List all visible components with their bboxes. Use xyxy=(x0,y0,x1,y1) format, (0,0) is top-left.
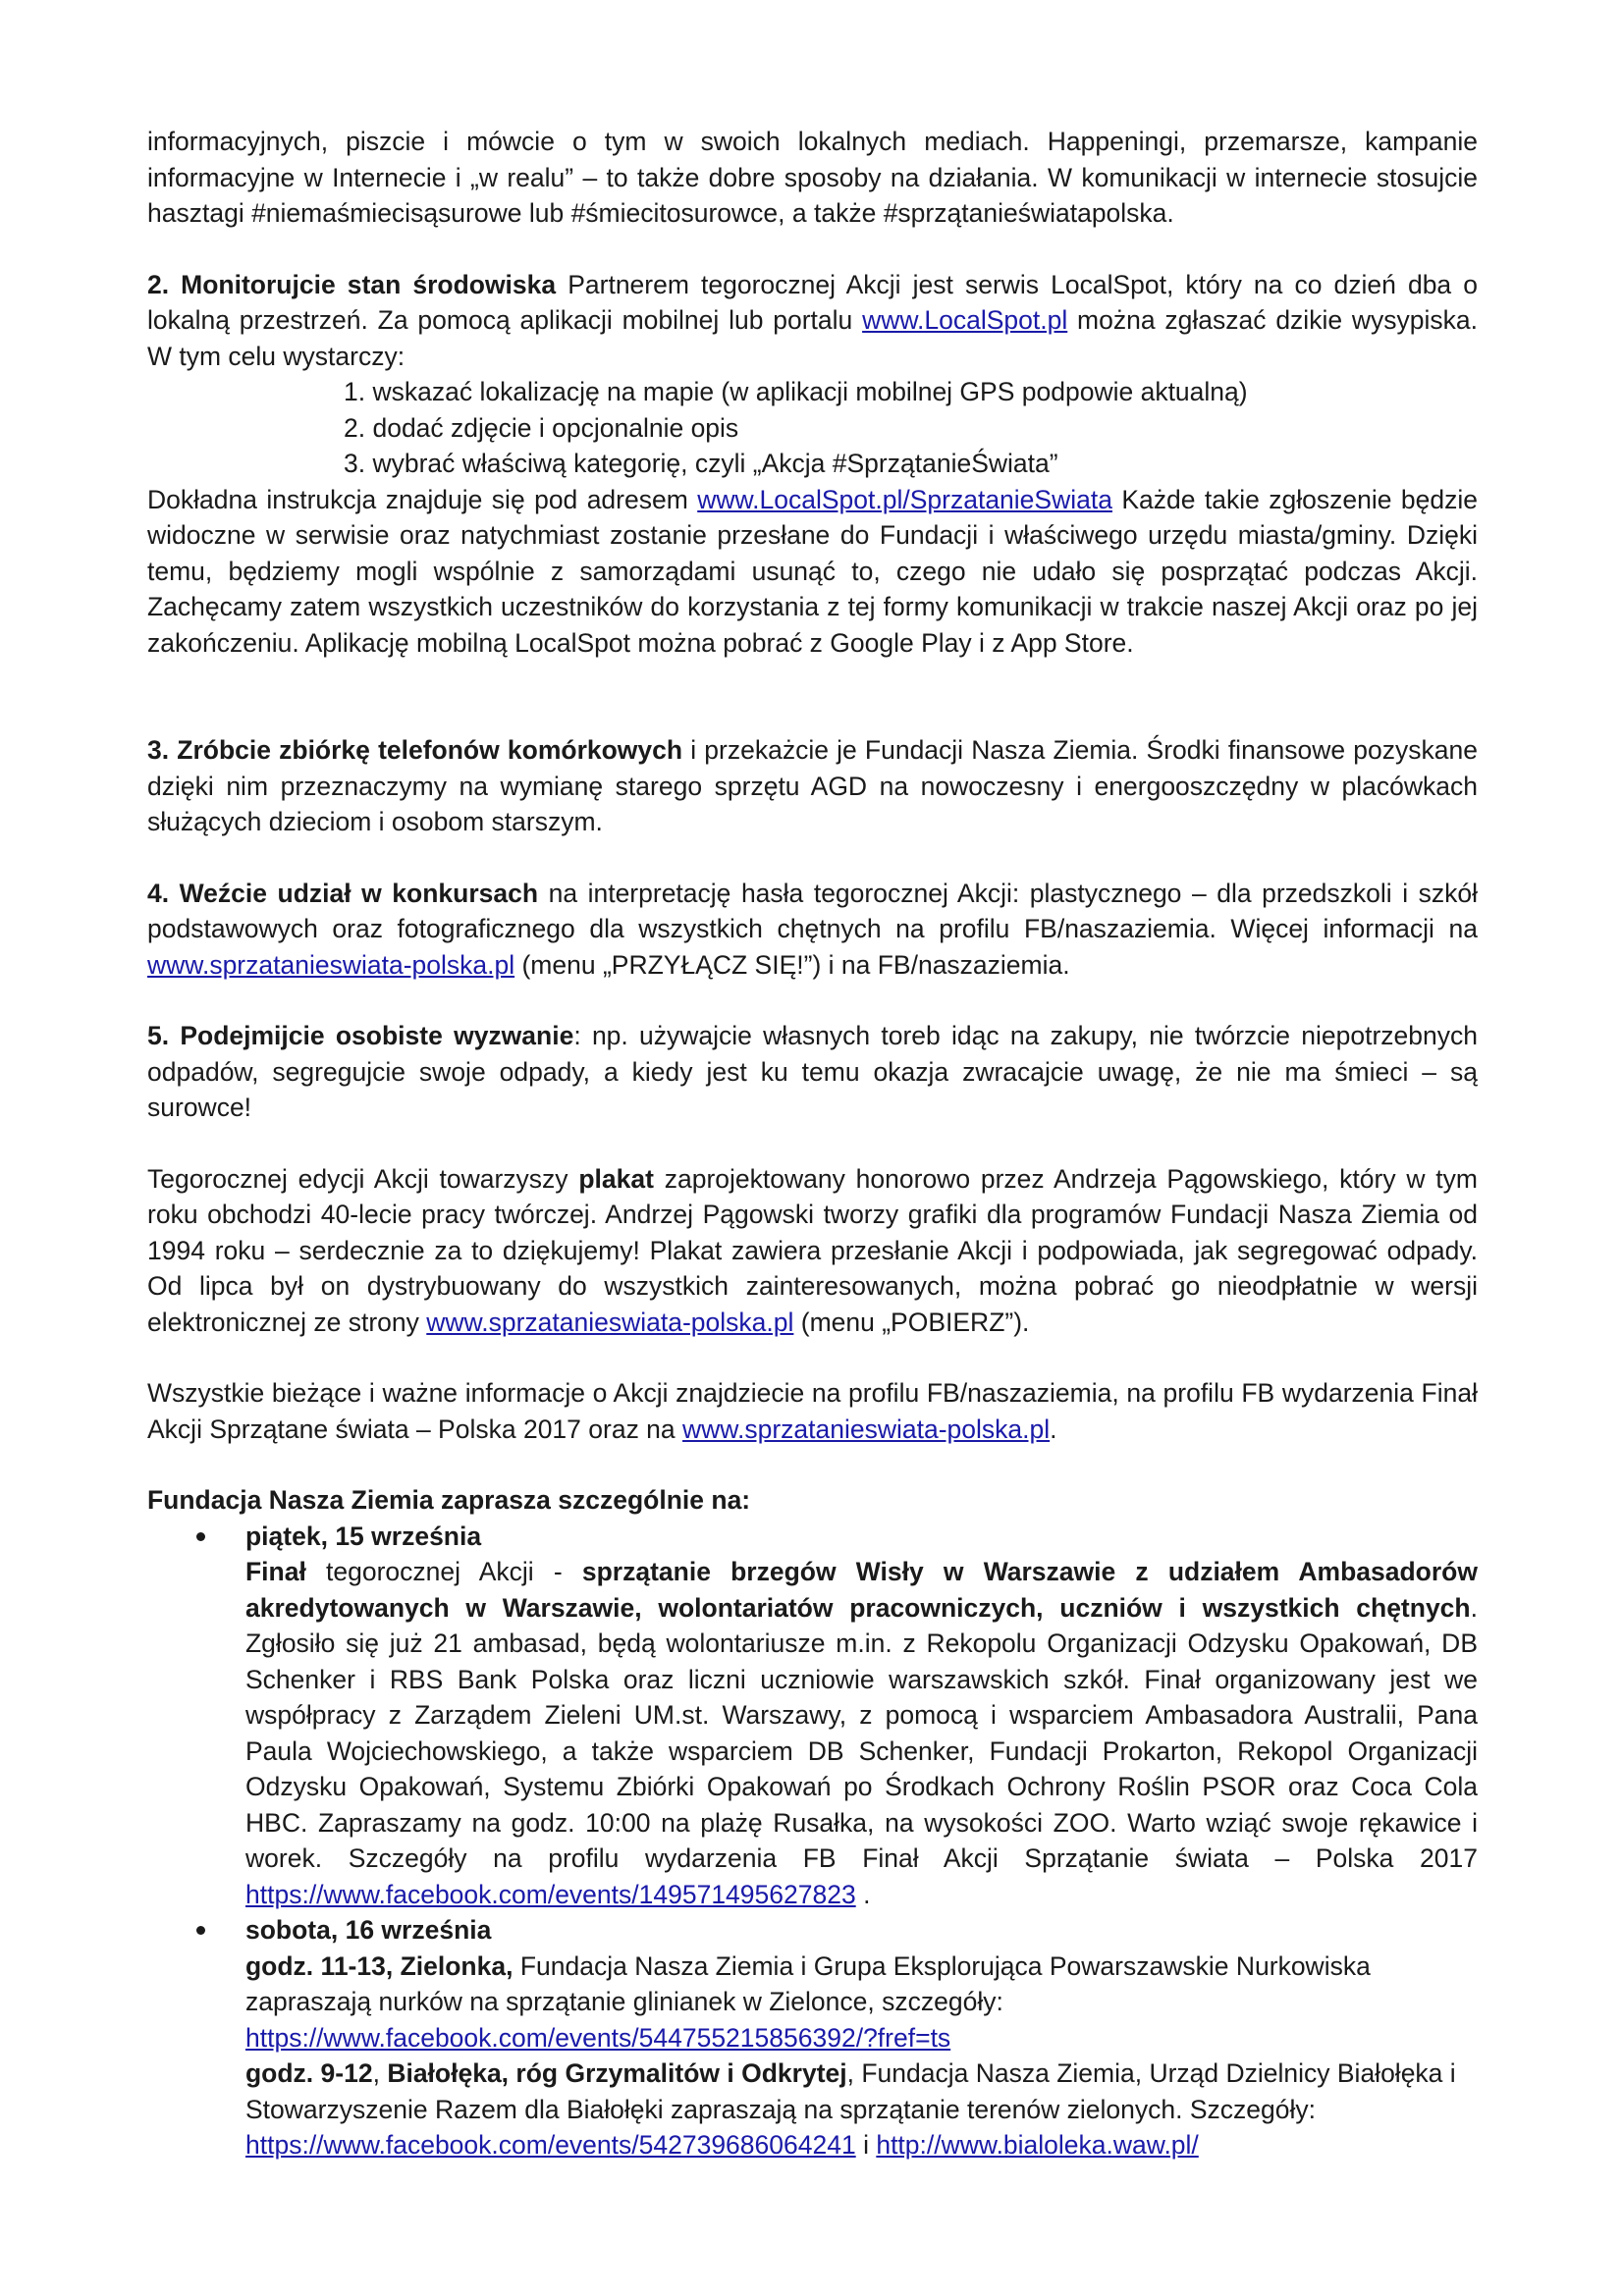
section-3-title: 3. Zróbcie zbiórkę telefonów komórkowych xyxy=(147,735,683,765)
instructions-text: Dokładna instrukcja znajduje się pod adresem xyxy=(147,484,698,514)
step-item: 3. wybrać właściwą kategorię, czyli „Akcja #SprzątanieŚwiata” xyxy=(344,449,1058,478)
event-zielonka xyxy=(245,1949,1478,2020)
section-3-text: i przekażcie je Fundacji Nasza Ziemia. Środki finansowe pozyskane dzięki nim przeznaczymy na wymianę starego sprzętu AGD na nowoczesny i energooszczędny w placówkach służących dzieciom i osobom starszym. xyxy=(147,735,1478,836)
event-text-2: . Zgłosiło się już 21 ambasad, będą wolontariusze m.in. z Rekopolu Organizacji Odzysku Opakowań, DB Schenker i RBS Bank Polska oraz liczni uczniowie warszawskich szkół. Finał organizowany jest we współpracy z Zarządem Zieleni UM.st. Warszawy, z pomocą i wsparciem Ambasadora Australii, Pana Paula Wojciechowskiego, a także wsparciem DB Schenker, Fundacji Prokarton, Rekopol Organizacji Odzysku Opakowań, Systemu Zbiórki Opakowań po Środkach Ochrony Roślin PSOR oraz Coca Cola HBC. Zapraszamy na godz. 10:00 na plażę Rusałka, na wysokości ZOO. Warto wziąć swoje rękawice i worek. Szczegóły na profilu wydarzenia FB Finał Akcji Sprzątanie świata – Polska 2017 xyxy=(245,1592,1478,1873)
section-2-instructions xyxy=(147,482,1478,662)
bullet-icon xyxy=(196,1926,205,1935)
event-date: piątek, 15 września xyxy=(245,1521,482,1551)
event-bold: Finał xyxy=(245,1557,306,1586)
event-text: Fundacja Nasza Ziemia i Grupa Eksplorująca Powarszawskie Nurkowiska zapraszają nurków na sprzątanie glinianek w Zielonce, szczegóły: xyxy=(245,1950,1371,2016)
section-4-text-2: (menu „PRZYŁĄCZ SIĘ!”) i na FB/naszaziemia. xyxy=(514,949,1070,980)
localspot-instructions-link[interactable]: www.LocalSpot.pl/SprzatanieSwiata xyxy=(697,484,1112,514)
invite-heading: Fundacja Nasza Ziemia zaprasza szczególnie na: xyxy=(147,1485,751,1515)
instructions-text-2: Każde takie zgłoszenie będzie widoczne w serwisie oraz natychmiast zostanie przesłane do Fundacji i właściwego urzędu miasta/gminy. Dzięki temu, będziemy mogli wspólnie z samorządami usunąć to, czego nie udało się posprzątać podczas Akcji. Zachęcamy zatem wszystkich uczestników do korzystania z tej formy komunikacji w trakcie naszej Akcji oraz po jej zakończeniu. Aplikację mobilną LocalSpot można pobrać z Google Play i z App Store. xyxy=(147,484,1478,658)
section-3-paragraph xyxy=(147,732,1478,840)
poster-text: Tegorocznej edycji Akcji towarzyszy xyxy=(147,1163,579,1194)
event-bialoleka: godz. 9-12, Białołęka, róg Grzymalitów i Odkrytej, Fundacja Nasza Ziemia, Urząd Dzielnicy Białołęka i Stowarzyszenie Razem dla Białołęki zapraszają na sprzątanie terenów zielonych. Szczegóły: https://www.facebook.com/events/542739686064241 i http://www.bialoleka.waw.pl/ xyxy=(245,2058,1456,2160)
event-zielonka-link-row xyxy=(245,2020,1478,2056)
section-2-paragraph xyxy=(147,267,1478,375)
event-description xyxy=(245,1554,1478,1912)
section-2-title: 2. Monitorujcie stan środowiska xyxy=(147,269,557,299)
events-list xyxy=(147,1519,1478,2163)
poster-text-2: zaprojektowany honorowo przez Andrzeja Pągowskiego, który w tym roku obchodzi 40-lecie pracy twórczej. Andrzej Pągowski tworzy grafiki dla programów Fundacji Nasza Ziemia od 1994 roku – serdecznie za to dziękujemy! Plakat zawiera przesłanie Akcji i podpowiada, jak segregować odpady. Od lipca był on dystrybuowany do wszystkich zainteresowanych, można pobrać go nieodpłatnie w wersji elektronicznej ze strony xyxy=(147,1163,1478,1337)
section-5-text: : np. używajcie własnych toreb idąc na zakupy, nie twórzcie niepotrzebnych odpadów, segregujcie swoje odpady, a kiedy jest ku temu okazja zwracajcie uwagę, że nie ma śmieci – są surowce! xyxy=(147,1021,1478,1122)
event-text: tegorocznej Akcji - xyxy=(305,1557,582,1586)
step-item: 2. dodać zdjęcie i opcjonalnie opis xyxy=(344,412,739,443)
facebook-event-link[interactable]: https://www.facebook.com/events/542739686064241 xyxy=(245,2130,856,2160)
section-2-text-2: można zgłaszać dzikie wysypiska. W tym celu wystarczy: xyxy=(147,305,1478,371)
intro-text: informacyjnych, piszcie i mówcie o tym w swoich lokalnych mediach. Happeningi, przemarsze, kampanie informacyjne w Internecie i „w realu” – to także dobre sposoby na działania. W komunikacji w internecie stosujcie hasztagi #niemaśmiecisąsurowe lub #śmiecitosurowce, a także #sprzątanieświatapolska. xyxy=(147,127,1478,228)
section-4-title: 4. Weźcie udział w konkursach xyxy=(147,878,539,908)
event-bold-2: sprzątanie brzegów Wisły w Warszawie z udziałem Ambasadorów akredytowanych w Warszawie, wolontariatów pracowniczych, uczniów i wszystkich chętnych xyxy=(245,1557,1478,1623)
poster-link[interactable]: www.sprzatanieswiata-polska.pl xyxy=(426,1307,794,1337)
bullet-icon xyxy=(196,1532,205,1541)
event-date: sobota, 16 września xyxy=(245,1915,492,1945)
sprzatanie-link[interactable]: www.sprzatanieswiata-polska.pl xyxy=(147,949,515,980)
section-5-title: 5. Podejmijcie osobiste wyzwanie xyxy=(147,1021,574,1050)
bialoleka-link[interactable]: http://www.bialoleka.waw.pl/ xyxy=(876,2130,1199,2160)
intro-paragraph xyxy=(147,124,1478,232)
poster-text-3: (menu „POBIERZ”). xyxy=(793,1307,1030,1337)
event-bold-2: Białołęka, róg Grzymalitów i Odkrytej xyxy=(387,2058,847,2088)
localspot-link[interactable]: www.LocalSpot.pl xyxy=(862,305,1068,335)
poster-paragraph xyxy=(147,1161,1478,1341)
step-item: 1. wskazać lokalizację na mapie (w aplikacji mobilnej GPS podpowie aktualną) xyxy=(344,377,1248,406)
section-4-paragraph xyxy=(147,876,1478,984)
section-2-text: Partnerem tegorocznej Akcji jest serwis LocalSpot, który na co dzień dba o lokalną przestrzeń. Za pomocą aplikacji mobilnej lub portalu xyxy=(147,269,1478,335)
event-bold: godz. 9-12 xyxy=(245,2058,373,2088)
event-text-3: . xyxy=(855,1879,871,1909)
event-text: , Fundacja Nasza Ziemia, Urząd Dzielnicy Białołęka i Stowarzyszenie Razem dla Białołęki zapraszają na sprzątanie terenów zielonych. Szczegóły: xyxy=(245,2058,1456,2124)
facebook-event-link[interactable]: https://www.facebook.com/events/149571495627823 xyxy=(245,1879,856,1909)
event-item-saturday xyxy=(147,1912,1478,2163)
section-2-steps xyxy=(147,374,1478,482)
section-4-text: na interpretację hasła tegorocznej Akcji: plastycznego – dla przedszkoli i szkół podstawowych oraz fotograficznego dla wszystkich chętnych na profilu FB/naszaziemia. Więcej informacji na xyxy=(147,878,1478,943)
info-text-2: . xyxy=(1050,1414,1057,1444)
facebook-event-link[interactable]: https://www.facebook.com/events/544755215856392/?fref=ts xyxy=(245,2022,951,2053)
event-item-friday xyxy=(147,1519,1478,1913)
info-paragraph xyxy=(147,1375,1478,1447)
document-page xyxy=(147,124,1478,2163)
event-bold: godz. 11-13, Zielonka, xyxy=(245,1950,514,1981)
poster-bold: plakat xyxy=(578,1163,654,1194)
section-5-paragraph xyxy=(147,1018,1478,1126)
info-link[interactable]: www.sprzatanieswiata-polska.pl xyxy=(682,1414,1051,1444)
info-text: Wszystkie bieżące i ważne informacje o Akcji znajdziecie na profilu FB/naszaziemia, na profilu FB wydarzenia Finał Akcji Sprzątane świata – Polska 2017 oraz na xyxy=(147,1378,1478,1444)
